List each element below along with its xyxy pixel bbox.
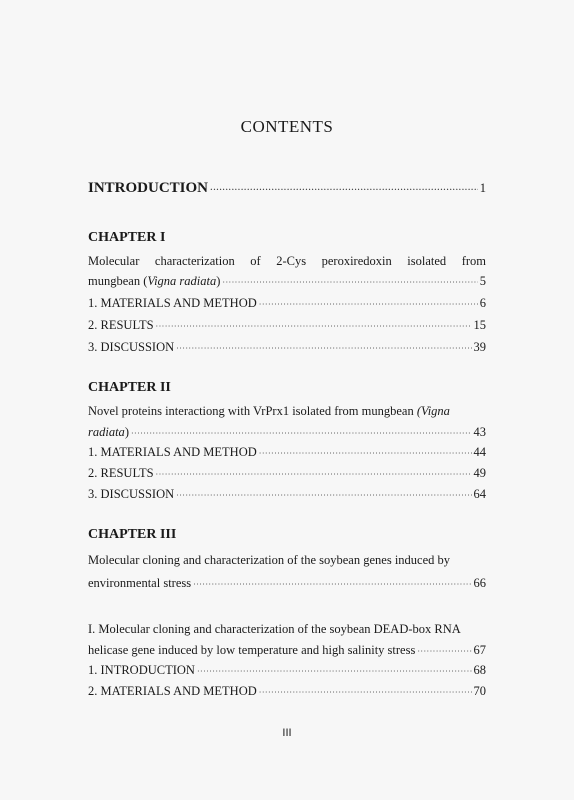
- toc-entry-page: 44: [473, 445, 486, 459]
- toc-entry[interactable]: [88, 663, 486, 681]
- toc-entry-label: 1. MATERIALS AND METHOD: [88, 296, 257, 310]
- toc-entry-introduction[interactable]: [88, 180, 486, 198]
- toc-entry-label: 2. MATERIALS AND METHOD: [88, 684, 257, 698]
- toc-entry-label: 3. DISCUSSION: [88, 487, 175, 501]
- toc-entry-label: 1. INTRODUCTION: [88, 663, 195, 677]
- leader-dots: [417, 647, 471, 656]
- page-title: CONTENTS: [240, 117, 334, 136]
- toc-entry[interactable]: [88, 684, 486, 702]
- chapter-1-description-line-1: Molecular characterization of 2-Cys peroxiredoxin isolated from: [88, 254, 486, 268]
- toc-entry-page: 66: [473, 576, 486, 590]
- toc-entry[interactable]: [88, 445, 486, 463]
- toc-entry-page: 68: [473, 663, 486, 677]
- toc-entry-page: 49: [473, 466, 486, 480]
- toc-entry-page: 64: [473, 487, 486, 501]
- toc-entry-page: 70: [473, 684, 486, 698]
- toc-entry-page: 5: [479, 274, 486, 288]
- toc-entry-chapter-3-section-1[interactable]: [88, 643, 486, 661]
- leader-dots: [259, 449, 472, 458]
- toc-entry[interactable]: [88, 466, 486, 484]
- toc-entry-label: mungbean (Vigna radiata): [88, 274, 221, 288]
- toc-entry-chapter-2-title[interactable]: [88, 425, 486, 443]
- toc-entry-label: helicase gene induced by low temperature and high salinity stress: [88, 643, 416, 657]
- leader-dots: [259, 688, 472, 697]
- toc-entry[interactable]: [88, 318, 486, 336]
- chapter-2-description-line-1: Novel proteins interactiong with VrPrx1 isolated from mungbean (Vigna: [88, 404, 450, 418]
- toc-entry-label: 2. RESULTS: [88, 466, 154, 480]
- leader-dots: [176, 491, 471, 500]
- chapter-1-heading: CHAPTER I: [88, 230, 166, 245]
- leader-dots: [193, 580, 471, 589]
- toc-entry-label: environmental stress: [88, 576, 192, 590]
- chapter-3-heading: CHAPTER III: [88, 527, 177, 542]
- leader-dots: [259, 300, 478, 309]
- toc-entry-label: radiata): [88, 425, 129, 439]
- chapter-3-section-1-line-1: I. Molecular cloning and characterization of the soybean DEAD-box RNA: [88, 622, 461, 636]
- toc-entry[interactable]: [88, 340, 486, 358]
- toc-entry-label: 2. RESULTS: [88, 318, 154, 332]
- toc-entry-page: 67: [473, 643, 486, 657]
- chapter-2-heading: CHAPTER II: [88, 380, 171, 395]
- leader-dots: [156, 322, 472, 331]
- leader-dots: [176, 344, 471, 353]
- leader-dots: [222, 278, 477, 287]
- toc-entry-chapter-1-title[interactable]: [88, 274, 486, 292]
- chapter-3-description-line-1: Molecular cloning and characterization of the soybean genes induced by: [88, 553, 451, 567]
- toc-entry[interactable]: [88, 296, 486, 314]
- page-number: III: [282, 727, 292, 739]
- toc-entry-label: 3. DISCUSSION: [88, 340, 175, 354]
- toc-entry-chapter-3-title[interactable]: [88, 576, 486, 594]
- leader-dots: [131, 429, 472, 438]
- toc-entry-page: 6: [479, 296, 486, 310]
- toc-entry-page: 1: [479, 181, 486, 195]
- toc-entry[interactable]: [88, 487, 486, 505]
- leader-dots: [210, 185, 478, 194]
- toc-entry-page: 43: [473, 425, 486, 439]
- toc-entry-label: INTRODUCTION: [88, 180, 209, 196]
- toc-entry-label: 1. MATERIALS AND METHOD: [88, 445, 257, 459]
- toc-entry-page: 39: [473, 340, 486, 354]
- toc-entry-page: 15: [473, 318, 486, 332]
- leader-dots: [197, 667, 472, 676]
- leader-dots: [156, 470, 472, 479]
